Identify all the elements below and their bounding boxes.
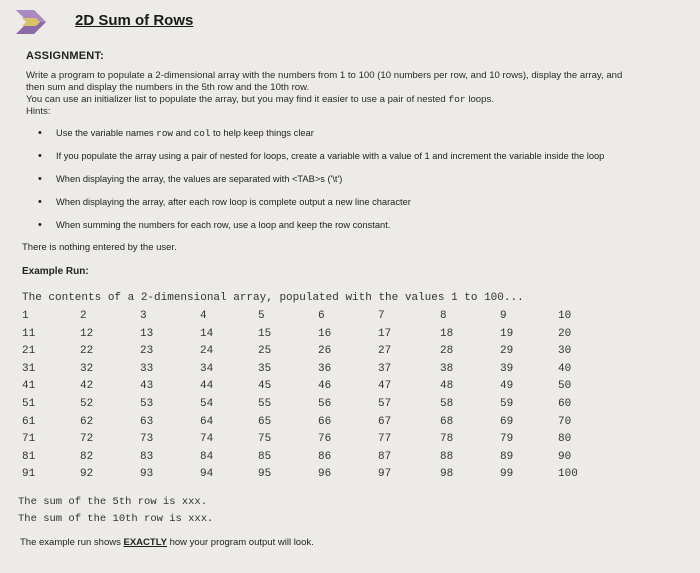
output-cell: 60 xyxy=(558,398,572,410)
output-cell: 8 xyxy=(440,310,447,322)
output-row xyxy=(22,468,602,485)
output-cell: 62 xyxy=(80,415,94,428)
output-cell: 52 xyxy=(80,398,94,410)
output-cell: 49 xyxy=(500,380,514,393)
output-cell: 4 xyxy=(200,310,207,322)
output-cell: 6 xyxy=(318,310,325,322)
output-cell: 93 xyxy=(140,468,154,481)
output-cell: 81 xyxy=(22,450,36,463)
sum-10th-row: The sum of the 10th row is xxx. xyxy=(18,513,214,525)
output-cell: 22 xyxy=(80,345,94,358)
output-cell: 84 xyxy=(200,450,214,463)
output-row xyxy=(22,345,602,362)
output-cell: 44 xyxy=(200,380,214,393)
output-cell: 56 xyxy=(318,398,332,410)
output-cell: 86 xyxy=(318,450,332,463)
output-cell: 95 xyxy=(258,468,272,481)
output-cell: 87 xyxy=(378,450,392,463)
output-cell: 55 xyxy=(258,398,272,410)
output-cell: 42 xyxy=(80,380,94,393)
output-cell: 77 xyxy=(378,433,392,446)
output-cell: 47 xyxy=(378,380,392,393)
output-cell: 39 xyxy=(500,362,514,375)
output-cell: 88 xyxy=(440,450,454,463)
bullet-icon: • xyxy=(38,127,42,139)
assignment-heading: ASSIGNMENT: xyxy=(26,50,104,62)
header xyxy=(0,0,700,40)
output-cell: 10 xyxy=(558,310,572,322)
output-cell: 63 xyxy=(140,415,154,428)
output-cell: 32 xyxy=(80,362,94,375)
bullet-icon: • xyxy=(38,219,42,231)
output-cell: 14 xyxy=(200,327,214,340)
output-cell: 71 xyxy=(22,433,36,446)
output-cell: 11 xyxy=(22,327,36,340)
output-cell: 98 xyxy=(440,468,454,481)
output-cell: 7 xyxy=(378,310,385,322)
output-cell: 65 xyxy=(258,415,272,428)
output-cell: 29 xyxy=(500,345,514,358)
output-cell: 50 xyxy=(558,380,572,393)
output-cell: 99 xyxy=(500,468,514,481)
output-cell: 2 xyxy=(80,310,87,322)
output-cell: 19 xyxy=(500,327,514,340)
output-cell: 53 xyxy=(140,398,154,410)
output-cell: 46 xyxy=(318,380,332,393)
user-input-note: There is nothing entered by the user. xyxy=(22,242,177,253)
output-cell: 100 xyxy=(558,468,578,481)
output-cell: 92 xyxy=(80,468,94,481)
output-cell: 79 xyxy=(500,433,514,446)
bullet-icon: • xyxy=(38,150,42,162)
output-cell: 5 xyxy=(258,310,265,322)
output-cell: 82 xyxy=(80,450,94,463)
output-cell: 1 xyxy=(22,310,29,322)
output-cell: 89 xyxy=(500,450,514,463)
code-for: for xyxy=(448,94,466,105)
output-cell: 70 xyxy=(558,415,572,428)
output-cell: 48 xyxy=(440,380,454,393)
output-cell: 80 xyxy=(558,433,572,446)
output-cell: 3 xyxy=(140,310,147,322)
output-cell: 12 xyxy=(80,327,94,340)
example-run-label: Example Run: xyxy=(22,266,89,277)
output-cell: 59 xyxy=(500,398,514,410)
output-cell: 21 xyxy=(22,345,36,358)
output-row xyxy=(22,416,602,433)
output-row xyxy=(22,328,602,345)
output-cell: 58 xyxy=(440,398,454,410)
output-row xyxy=(22,398,602,415)
output-row xyxy=(22,310,602,327)
assignment-line-1: Write a program to populate a 2-dimensional array with the numbers from 1 to 100 (10 numbers per row, and 10 rows), display the array, and xyxy=(26,70,623,81)
output-row xyxy=(22,451,602,468)
output-cell: 68 xyxy=(440,415,454,428)
output-cell: 28 xyxy=(440,345,454,358)
output-cell: 41 xyxy=(22,380,36,393)
output-cell: 85 xyxy=(258,450,272,463)
output-cell: 37 xyxy=(378,362,392,375)
output-cell: 36 xyxy=(318,362,332,375)
output-row xyxy=(22,380,602,397)
footer-note: The example run shows EXACTLY how your program output will look. xyxy=(20,537,314,548)
output-cell: 15 xyxy=(258,327,272,340)
output-cell: 33 xyxy=(140,362,154,375)
output-cell: 9 xyxy=(500,310,507,322)
output-cell: 40 xyxy=(558,362,572,375)
exactly-emphasis: EXACTLY xyxy=(123,537,167,548)
output-cell: 17 xyxy=(378,327,392,340)
output-cell: 57 xyxy=(378,398,392,410)
output-cell: 83 xyxy=(140,450,154,463)
output-row xyxy=(22,433,602,450)
output-cell: 13 xyxy=(140,327,154,340)
output-cell: 97 xyxy=(378,468,392,481)
output-cell: 43 xyxy=(140,380,154,393)
output-cell: 72 xyxy=(80,433,94,446)
page-title: 2D Sum of Rows xyxy=(75,12,194,29)
bullet-icon: • xyxy=(38,173,42,185)
output-cell: 76 xyxy=(318,433,332,446)
output-cell: 74 xyxy=(200,433,214,446)
output-cell: 27 xyxy=(378,345,392,358)
output-cell: 34 xyxy=(200,362,214,375)
output-cell: 38 xyxy=(440,362,454,375)
bullet-icon: • xyxy=(38,196,42,208)
output-cell: 26 xyxy=(318,345,332,358)
output-cell: 25 xyxy=(258,345,272,358)
output-cell: 69 xyxy=(500,415,514,428)
output-cell: 31 xyxy=(22,362,36,375)
output-intro: The contents of a 2-dimensional array, populated with the values 1 to 100... xyxy=(22,292,524,304)
output-cell: 96 xyxy=(318,468,332,481)
assignment-text xyxy=(26,70,691,118)
output-cell: 64 xyxy=(200,415,214,428)
output-cell: 30 xyxy=(558,345,572,358)
output-cell: 16 xyxy=(318,327,332,340)
sum-5th-row: The sum of the 5th row is xxx. xyxy=(18,496,208,508)
output-cell: 54 xyxy=(200,398,214,410)
output-cell: 94 xyxy=(200,468,214,481)
output-cell: 78 xyxy=(440,433,454,446)
output-cell: 45 xyxy=(258,380,272,393)
output-cell: 91 xyxy=(22,468,36,481)
course-logo-icon xyxy=(14,8,48,36)
output-cell: 23 xyxy=(140,345,154,358)
output-cell: 66 xyxy=(318,415,332,428)
output-cell: 51 xyxy=(22,398,36,410)
assignment-line-2: then sum and display the numbers in the 5th row and the 10th row. xyxy=(26,82,310,93)
output-cell: 24 xyxy=(200,345,214,358)
output-row xyxy=(22,363,602,380)
output-cell: 67 xyxy=(378,415,392,428)
output-cell: 61 xyxy=(22,415,36,428)
output-cell: 18 xyxy=(440,327,454,340)
hints-label: Hints: xyxy=(26,106,51,117)
output-cell: 90 xyxy=(558,450,572,463)
output-cell: 20 xyxy=(558,327,572,340)
output-cell: 35 xyxy=(258,362,272,375)
assignment-line-3: You can use an initializer list to populate the array, but you may find it easier to use a pair of nested for loops. xyxy=(26,94,494,105)
output-cell: 73 xyxy=(140,433,154,446)
output-cell: 75 xyxy=(258,433,272,446)
